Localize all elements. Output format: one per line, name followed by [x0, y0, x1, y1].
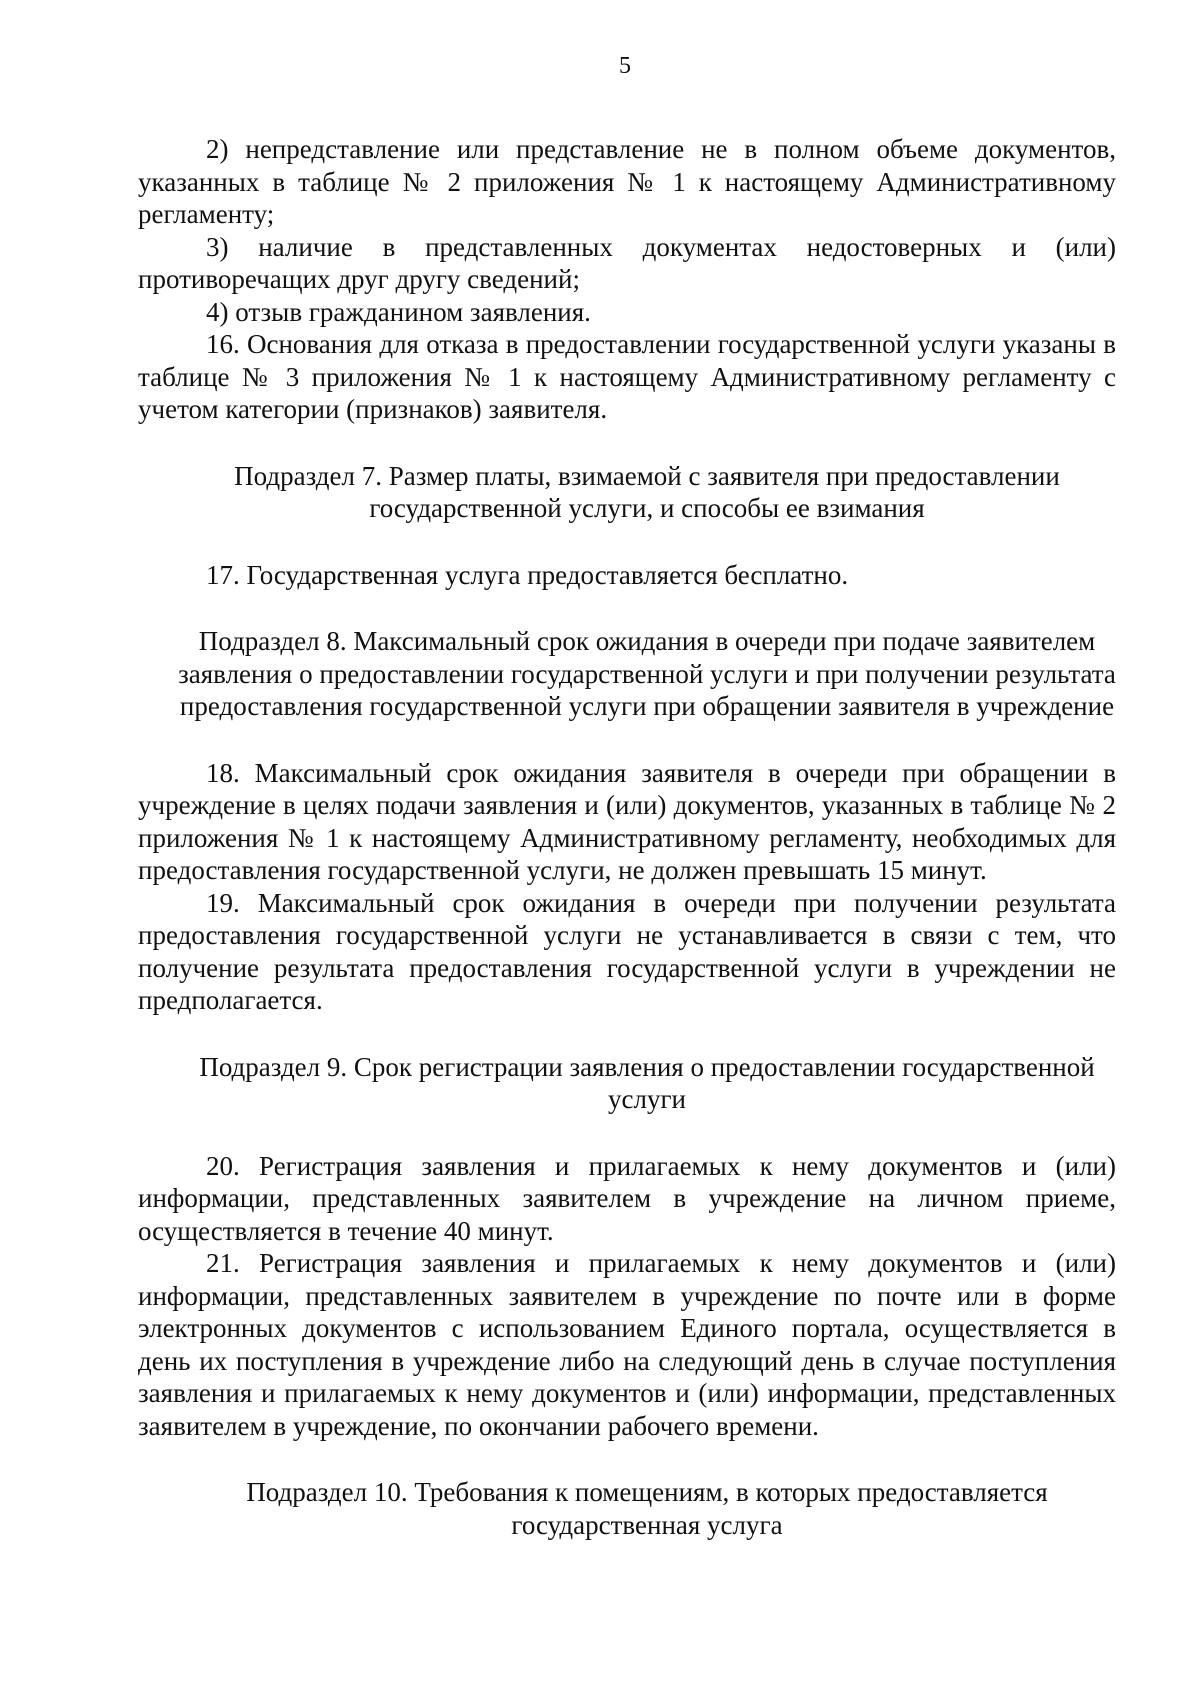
clause-16: 16. Основания для отказа в предоставлении государственной услуги указаны в таблице № 3 приложения № 1 к настоящему Административному регламенту с учетом категории (признаков) заявителя.	[138, 329, 1116, 424]
list-item-3: 3) наличие в представленных документах недостоверных и (или) противоречащих друг другу сведений;	[138, 231, 1116, 294]
document-body	[138, 133, 1116, 1541]
subsection-10-heading: Подраздел 10. Требования к помещениям, в которых предоставляется государственная услуга	[246, 1477, 1048, 1540]
clause-18: 18. Максимальный срок ожидания заявителя в очереди при обращении в учреждение в целях подачи заявления и (или) документов, указанных в таблице № 2 приложения № 1 к настоящему Административному регламенту, необходимых для предоставления государственной услуги, не должен превышать 15 минут.	[138, 757, 1116, 885]
subsection-9-heading: Подраздел 9. Срок регистрации заявления о предоставлении государственной услуги	[199, 1051, 1095, 1114]
clause-17: 17. Государственная услуга предоставляется бесплатно.	[206, 559, 849, 590]
clause-20: 20. Регистрация заявления и прилагаемых к нему документов и (или) информации, представленных заявителем в учреждение на личном приеме, осуществляется в течение 40 минут.	[138, 1150, 1116, 1246]
subsection-7-heading: Подраздел 7. Размер платы, взимаемой с заявителя при предоставлении государственной услуги, и способы ее взимания	[234, 460, 1060, 523]
clause-19: 19. Максимальный срок ожидания в очереди при получении результата предоставления государственной услуги не устанавливается в связи с тем, что получение результата предоставления государственной услуги в учреждении не предполагается.	[138, 887, 1116, 1015]
clause-21: 21. Регистрация заявления и прилагаемых к нему документов и (или) информации, представленных заявителем в учреждение по почте или в форме электронных документов с использованием Единого портала, осуществляется в день их поступления в учреждение либо на следующий день в случае поступления заявления и прилагаемых к нему документов и (или) информации, представленных заявителем в учреждение, по окончании рабочего времени.	[138, 1248, 1116, 1441]
page-number: 5	[619, 53, 631, 79]
list-item-4: 4) отзыв гражданином заявления.	[206, 296, 591, 327]
list-item-2: 2) непредставление или представление не в полном объеме документов, указанных в таблице № 2 приложения № 1 к настоящему Административному регламенту;	[138, 134, 1116, 229]
subsection-8-heading: Подраздел 8. Максимальный срок ожидания в очереди при подаче заявителем заявления о предоставлении государственной услуги и при получении результата предоставления государственной услуги при обращении заявителя в учреждение	[178, 626, 1116, 721]
